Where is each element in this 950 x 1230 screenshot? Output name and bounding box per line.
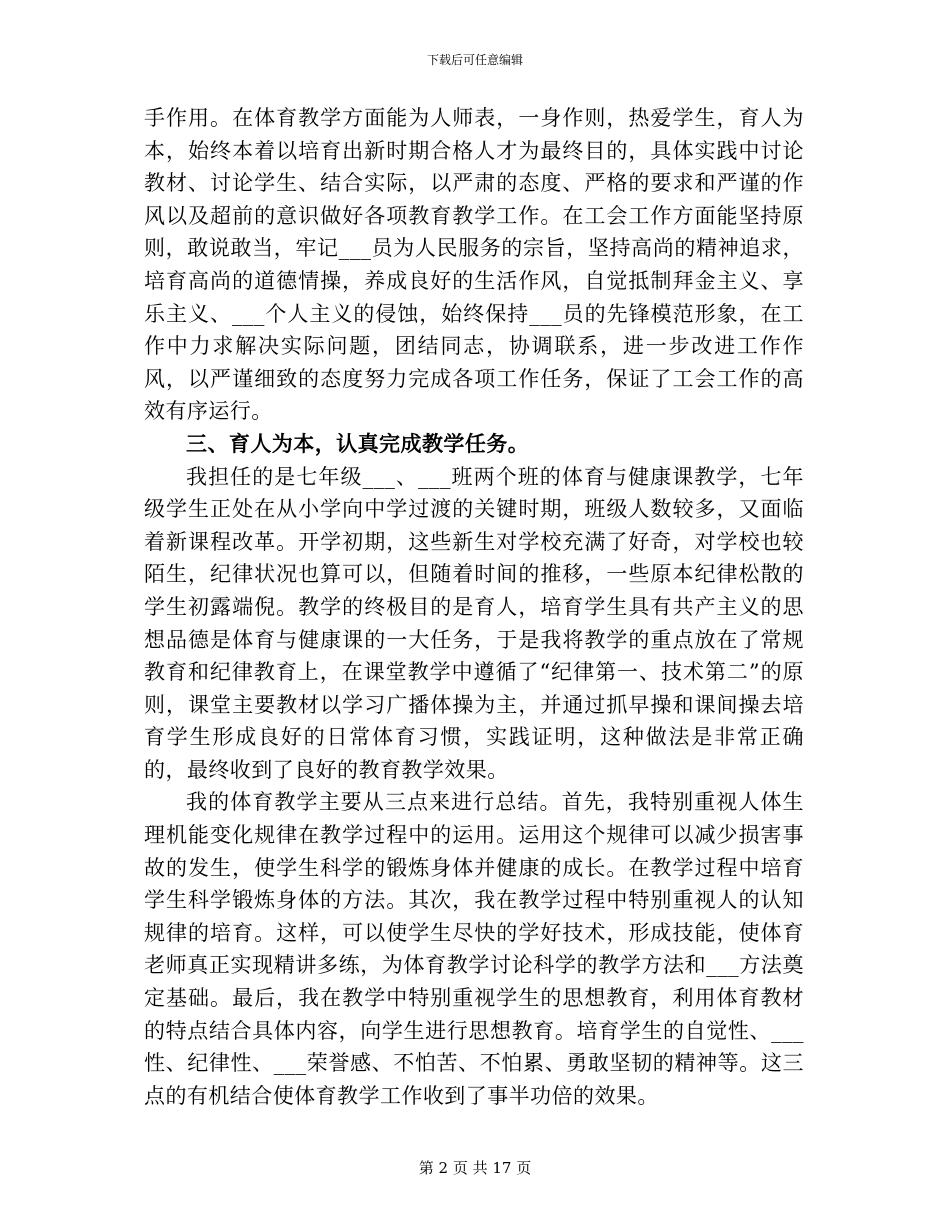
section-heading-3: 三、育人为本，认真完成教学任务。	[186, 430, 530, 456]
page-header: 下载后可任意编辑	[426, 53, 523, 67]
paragraph-3: 我的体育教学主要从三点来进行总结。首先，我特别重视人体生理机能变化规律在教学过程中的运用。运用这个规律可以减少损害事故的发生，使学生科学的锻炼身体并健康的成长。在教学过程中培育学生科学锻炼身体的方法。其次，我在教学过程中特别重视人的认知规律的培育。这样，可以使学生尽快的学好技术，形成技能，使体育老师真正实现精讲多练，为体育教学讨论科学的教学方法和___方法奠定基础。最后，我在教学中特别重视学生的思想教育，利用体育教材的特点结合具体内容，向学生进行思想教育。培育学生的自觉性、___性、纪律性、___荣誉感、不怕苦、不怕累、勇敢坚韧的精神等。这三点的有机结合使体育教学工作收到了事半功倍的效果。	[144, 790, 804, 1108]
document-body	[144, 102, 804, 1112]
page-number-footer: 第 2 页 共 17 页	[418, 1159, 532, 1177]
paragraph-2: 我担任的是七年级___、___班两个班的体育与健康课教学，七年级学生正处在从小学向中学过渡的关键时期，班级人数较多，又面临着新课程改革。开学初期，这些新生对学校充满了好奇，对学校也较陌生，纪律状况也算可以，但随着时间的推移，一些原本纪律松散的学生初露端倪。教学的终极目的是育人，培育学生具有共产主义的思想品德是体育与健康课的一大任务，于是我将教学的重点放在了常规教育和纪律教育上，在课堂教学中遵循了“纪律第一、技术第二”的原则，课堂主要教材以学习广播体操为主，并通过抓早操和课间操去培育学生形成良好的日常体育习惯，实践证明，这种做法是非常正确的，最终收到了良好的教育教学效果。	[144, 464, 804, 782]
paragraph-1: 手作用。在体育教学方面能为人师表，一身作则，热爱学生，育人为本，始终本着以培育出新时期合格人才为最终目的，具体实践中讨论教材、讨论学生、结合实际，以严肃的态度、严格的要求和严谨的作风以及超前的意识做好各项教育教学工作。在工会工作方面能坚持原则，敢说敢当，牢记___员为人民服务的宗旨，坚持高尚的精神追求，培育高尚的道德情操，养成良好的生活作风，自觉抵制拜金主义、享乐主义、___个人主义的侵蚀，始终保持___员的先锋模范形象，在工作中力求解决实际问题，团结同志，协调联系，进一步改进工作作风，以严谨细致的态度努力完成各项工作任务，保证了工会工作的高效有序运行。	[144, 106, 804, 424]
